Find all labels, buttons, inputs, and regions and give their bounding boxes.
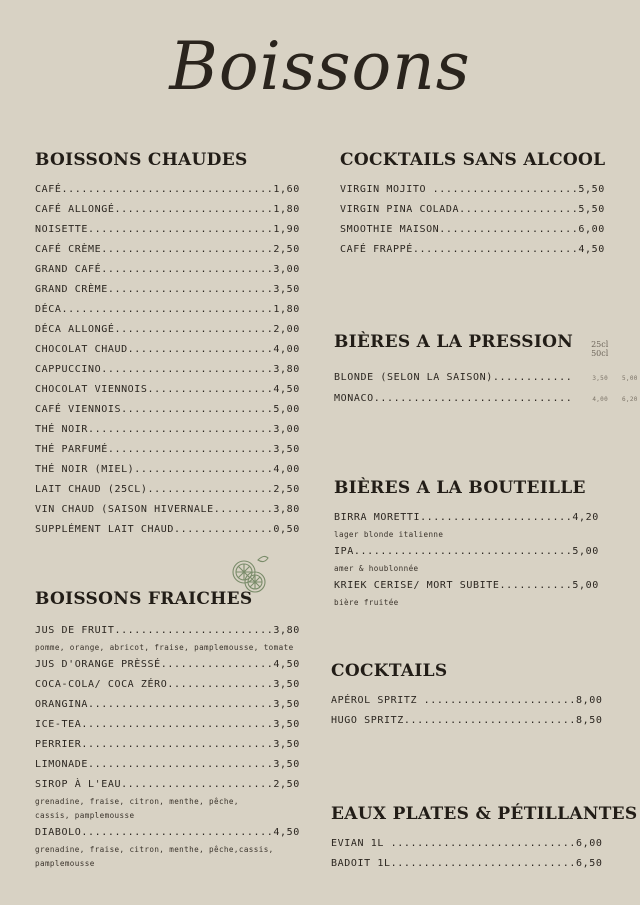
menu-item: VIRGIN PINA COLADA..................5,50 — [340, 204, 605, 215]
menu-item: JUS D'ORANGE PRÈSSÉ.................4,50 — [35, 659, 300, 670]
price-50cl: 6,20 — [622, 396, 638, 403]
price-25cl: 3,50 — [592, 375, 608, 382]
section-cocktails-sans-alcool — [340, 150, 605, 260]
menu-item: SUPPLÉMENT LAIT CHAUD...............0,50 — [35, 524, 300, 535]
menu-item — [334, 368, 640, 389]
menu-item: NOISETTE............................1,90 — [35, 224, 300, 235]
size-label: 25cl — [591, 340, 609, 349]
menu-item — [334, 389, 640, 410]
menu-item: BADOIT 1L............................6,50 — [331, 858, 603, 869]
section-bieres-bouteille — [334, 478, 599, 610]
section-heading: BOISSONS FRAICHES — [35, 589, 253, 609]
menu-item: CAFÉ FRAPPÉ.........................4,50 — [340, 244, 605, 255]
size-label: 50cl — [591, 349, 609, 358]
menu-item: CHOCOLAT VIENNOIS...................4,50 — [35, 384, 300, 395]
item-description: bière fruitée — [334, 598, 399, 607]
menu-item: ICE-TEA.............................3,50 — [35, 719, 300, 730]
menu-item: CAFÉ ALLONGÉ........................1,80 — [35, 204, 300, 215]
menu-item: CAPPUCCINO..........................3,80 — [35, 364, 300, 375]
menu-item: BIRRA MORETTI.......................4,20 — [334, 512, 599, 523]
menu-item: CHOCOLAT CHAUD......................4,00 — [35, 344, 300, 355]
menu-item: CAFÉ CRÈME..........................2,50 — [35, 244, 300, 255]
menu-item: HUGO SPRITZ..........................8,50 — [331, 715, 603, 726]
item-label: BLONDE (SELON LA SAISON)............ — [334, 372, 573, 383]
menu-item: CAFÉ VIENNOIS.......................5,00 — [35, 404, 300, 415]
menu-item: DIABOLO.............................4,50 — [35, 827, 300, 838]
item-description: grenadine, fraise, citron, menthe, pêche, — [35, 797, 239, 806]
item-description: cassis, pamplemousse — [35, 811, 135, 820]
menu-item: PERRIER.............................3,50 — [35, 739, 300, 750]
menu-item: VIN CHAUD (SAISON HIVERNALE.........3,80 — [35, 504, 300, 515]
menu-item: EVIAN 1L ............................6,00 — [331, 838, 603, 849]
menu-item: GRAND CAFÉ..........................3,00 — [35, 264, 300, 275]
section-heading: BIÈRES A LA BOUTEILLE — [334, 478, 586, 498]
menu-item: COCA-COLA/ COCA ZÉRO................3,50 — [35, 679, 300, 690]
menu-item: KRIEK CERISE/ MORT SUBITE...........5,00 — [334, 580, 599, 591]
menu-item: IPA.................................5,00 — [334, 546, 599, 557]
section-cocktails — [331, 661, 602, 731]
section-heading: EAUX PLATES & PÉTILLANTES — [331, 804, 638, 824]
menu-item: JUS DE FRUIT........................3,80 — [35, 625, 300, 636]
item-description: pomme, orange, abricot, fraise, pamplemousse, tomate — [35, 643, 294, 652]
item-description: pamplemousse — [35, 859, 95, 868]
price-25cl: 4,00 — [592, 396, 608, 403]
section-bieres-pression — [334, 332, 640, 410]
menu-item: THÉ NOIR............................3,00 — [35, 424, 300, 435]
item-description: amer & houblonnée — [334, 564, 419, 573]
section-eaux — [331, 804, 638, 874]
section-heading: COCKTAILS SANS ALCOOL — [340, 150, 606, 170]
section-boissons-fraiches — [35, 589, 300, 871]
price-50cl: 5,00 — [622, 375, 638, 382]
item-description: grenadine, fraise, citron, menthe, pêche,cassis, — [35, 845, 274, 854]
menu-item: DÉCA................................1,80 — [35, 304, 300, 315]
menu-item: LIMONADE............................3,50 — [35, 759, 300, 770]
item-label: MONACO.............................. — [334, 393, 573, 404]
menu-item: APÉROL SPRITZ .......................8,00 — [331, 695, 603, 706]
section-heading: COCKTAILS — [331, 661, 448, 681]
menu-item: GRAND CRÈME.........................3,50 — [35, 284, 300, 295]
page-title: Boissons — [169, 28, 471, 105]
item-description: lager blonde italienne — [334, 530, 444, 539]
menu-item: LAIT CHAUD (25CL)...................2,50 — [35, 484, 300, 495]
menu-item: THÉ NOIR (MIEL).....................4,00 — [35, 464, 300, 475]
section-heading: BIÈRES A LA PRESSION — [334, 332, 574, 352]
menu-item: SIROP À L'EAU.......................2,50 — [35, 779, 300, 790]
section-heading: BOISSONS CHAUDES — [35, 150, 248, 170]
menu-item: CAFÉ................................1,60 — [35, 184, 300, 195]
menu-item: SMOOTHIE MAISON.....................6,00 — [340, 224, 605, 235]
menu-item: VIRGIN MOJITO ......................5,50 — [340, 184, 605, 195]
menu-item: DÉCA ALLONGÉ........................2,00 — [35, 324, 300, 335]
menu-item: ORANGINA............................3,50 — [35, 699, 300, 710]
menu-item: THÉ PARFUMÉ.........................3,50 — [35, 444, 300, 455]
section-boissons-chaudes — [35, 150, 300, 540]
